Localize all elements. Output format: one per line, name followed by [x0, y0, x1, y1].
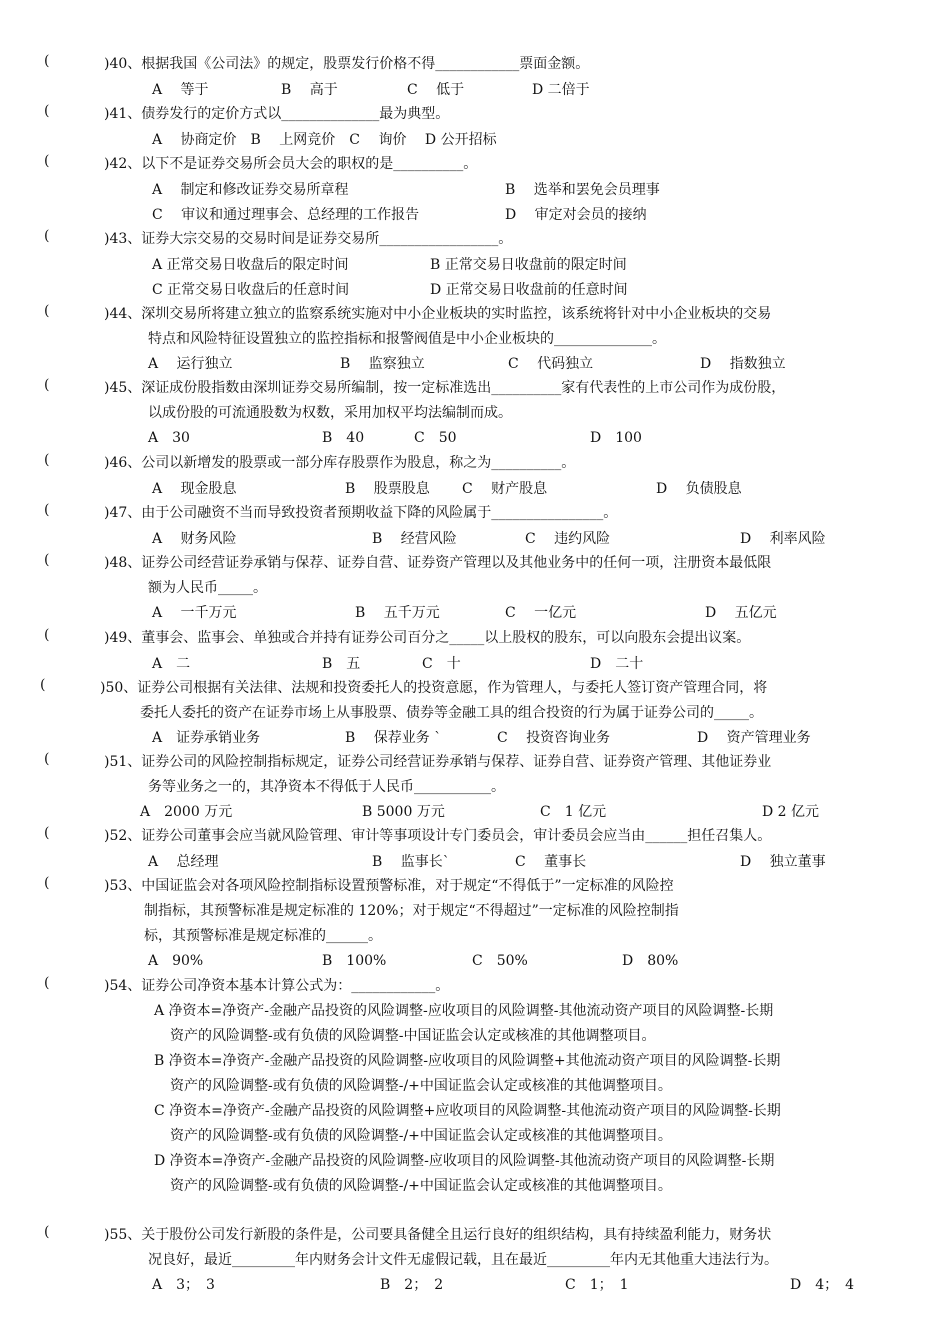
option-a: A 一千万元 — [152, 605, 237, 621]
option-d: D 指数独立 — [700, 356, 786, 372]
question-stem: )42、以下不是证券交易所会员大会的职权的是__________。 — [104, 156, 478, 172]
option-d: D 独立董事 — [740, 854, 826, 870]
option-line: A 协商定价 B 上网竞价 C 询价 D 公开招标 — [152, 132, 497, 148]
answer-paren: ( — [44, 377, 50, 393]
option-b: B 选举和罢免会员理事 — [505, 182, 660, 198]
option-a: A 90% — [148, 953, 204, 969]
question-stem: )47、由于公司融资不当而导致投资者预期收益下降的风险属于________________。 — [104, 505, 618, 521]
option-b: B 经营风险 — [372, 531, 457, 547]
option-b: B 五 — [322, 656, 361, 672]
answer-paren: ( — [44, 751, 50, 767]
answer-paren: ( — [44, 552, 50, 568]
answer-paren: ( — [44, 1224, 50, 1240]
option-b: B 净资本=净资产-金融产品投资的风险调整-应收项目的风险调整+其他流动资产项目的风险调整-长期 — [154, 1053, 781, 1069]
question-stem: )43、证券大宗交易的交易时间是证券交易所_________________。 — [104, 231, 513, 247]
question-stem-continued: 特点和风险特征设置独立的监控指标和报警阀值是中小企业板块的______________。 — [148, 331, 666, 347]
option-b: B 监察独立 — [340, 356, 425, 372]
answer-paren: ( — [44, 502, 50, 518]
question-stem: )40、根据我国《公司法》的规定，股票发行价格不得____________票面金额。 — [104, 56, 590, 72]
option-b: B 五千万元 — [355, 605, 440, 621]
option-c: C 低于 — [407, 82, 465, 98]
question-stem: )54、证券公司净资本基本计算公式为：____________。 — [104, 978, 450, 994]
option-a-continued: 资产的风险调整-或有负债的风险调整-中国证监会认定或核准的其他调整项目。 — [170, 1028, 656, 1044]
option-c: C 1 亿元 — [540, 804, 607, 820]
option-c: C 审议和通过理事会、总经理的工作报告 — [152, 207, 420, 223]
question-stem-continued: 况良好，最近_________年内财务会计文件无虚假记载，且在最近_________年内无其他重大违法行为。 — [148, 1252, 778, 1268]
question-stem: )46、公司以新增发的股票或一部分库存股票作为股息，称之为__________。 — [104, 455, 576, 471]
option-c: C 正常交易日收盘后的任意时间 — [152, 282, 350, 298]
option-a: A 财务风险 — [152, 531, 237, 547]
option-c: C 代码独立 — [508, 356, 594, 372]
answer-paren: ( — [44, 825, 50, 841]
option-d: D 80% — [622, 953, 679, 969]
option-c: C 违约风险 — [525, 531, 611, 547]
option-a: A 2000 万元 — [140, 804, 233, 820]
option-b: B 股票股息 — [345, 481, 430, 497]
option-c: C 一亿元 — [505, 605, 577, 621]
question-stem: )52、证券公司董事会应当就风险管理、审计等事项设计专门委员会，审计委员会应当由______担任召集人。 — [104, 828, 772, 844]
answer-paren: ( — [44, 53, 50, 69]
option-b: B 100% — [322, 953, 387, 969]
option-c: C 1； 1 — [565, 1277, 629, 1293]
option-a: A 净资本=净资产-金融产品投资的风险调整-应收项目的风险调整-其他流动资产项目的风险调整-长期 — [154, 1003, 774, 1019]
question-stem-continued: 委托人委托的资产在证券市场上从事股票、债券等金融工具的组合投资的行为属于证券公司的_____。 — [140, 705, 763, 721]
option-a: A 30 — [148, 430, 190, 446]
option-d: D 正常交易日收盘前的任意时间 — [430, 282, 628, 298]
option-c: C 财产股息 — [462, 481, 548, 497]
answer-paren: ( — [44, 228, 50, 244]
option-c: C 50 — [414, 430, 457, 446]
question-stem: )41、债券发行的定价方式以______________最为典型。 — [104, 106, 450, 122]
answer-paren: ( — [40, 677, 46, 693]
option-a: A 总经理 — [148, 854, 219, 870]
option-d: D 2 亿元 — [762, 804, 820, 820]
answer-paren: ( — [44, 303, 50, 319]
option-d: D 净资本=净资产-金融产品投资的风险调整-应收项目的风险调整-其他流动资产项目的风险调整-长期 — [154, 1153, 775, 1169]
option-c: C 董事长 — [515, 854, 587, 870]
answer-paren: ( — [44, 452, 50, 468]
option-c: C 十 — [422, 656, 461, 672]
option-c: C 净资本=净资产-金融产品投资的风险调整+应收项目的风险调整-其他流动资产项目的风险调整-长期 — [154, 1103, 781, 1119]
option-a: A 制定和修改证券交易所章程 — [152, 182, 349, 198]
option-d: D 二倍于 — [532, 82, 590, 98]
answer-paren: ( — [44, 627, 50, 643]
option-a: A 正常交易日收盘后的限定时间 — [152, 257, 349, 273]
option-b: B 高于 — [281, 82, 338, 98]
option-a: A 3； 3 — [152, 1277, 215, 1293]
option-d: D 二十 — [590, 656, 644, 672]
question-stem: )49、董事会、监事会、单独或合并持有证券公司百分之_____以上股权的股东，可以向股东会提出议案。 — [104, 630, 751, 646]
option-d: D 审定对会员的接纳 — [505, 207, 647, 223]
option-b-continued: 资产的风险调整-或有负债的风险调整-/+中国证监会认定或核准的其他调整项目。 — [170, 1078, 672, 1094]
option-a: A 现金股息 — [152, 481, 237, 497]
option-c: C 50% — [472, 953, 528, 969]
option-c: C 投资咨询业务 — [497, 730, 611, 746]
answer-paren: ( — [44, 153, 50, 169]
question-stem: )55、关于股份公司发行新股的条件是，公司要具备健全且运行良好的组织结构，具有持续盈利能力，财务状 — [104, 1227, 772, 1243]
question-stem: )53、中国证监会对各项风险控制指标设置预警标准，对于规定“不得低于”一定标准的风险控 — [104, 878, 674, 894]
option-a: A 运行独立 — [148, 356, 233, 372]
question-stem: )51、证券公司的风险控制指标规定，证券公司经营证券承销与保荐、证券自营、证券资产管理、其他证券业 — [104, 754, 772, 770]
question-stem: )45、深证成份股指数由深圳证券交易所编制，按一定标准选出__________家有代表性的上市公司作为成份股， — [104, 380, 786, 396]
option-d: D 资产管理业务 — [697, 730, 811, 746]
answer-paren: ( — [44, 975, 50, 991]
question-stem-continued: 制指标，其预警标准是规定标准的 120%；对于规定“不得超过”一定标准的风险控制指 — [144, 903, 679, 919]
option-d: D 五亿元 — [705, 605, 777, 621]
option-d: D 利率风险 — [740, 531, 826, 547]
option-d: D 负债股息 — [656, 481, 742, 497]
option-d: D 4； 4 — [790, 1277, 855, 1293]
question-stem-continued: 以成份股的可流通股数为权数，采用加权平均法编制而成。 — [148, 405, 512, 421]
option-d: D 100 — [590, 430, 642, 446]
question-stem-continued: 务等业务之一的，其净资本不得低于人民币___________。 — [148, 779, 505, 795]
question-stem: )44、深圳交易所将建立独立的监察系统实施对中小企业板块的实时监控，该系统将针对中小企业板块的交易 — [104, 306, 772, 322]
option-b: B 正常交易日收盘前的限定时间 — [430, 257, 627, 273]
option-b: B 5000 万元 — [362, 804, 445, 820]
question-stem-continued: 额为人民币_____。 — [148, 580, 267, 596]
answer-paren: ( — [44, 103, 50, 119]
question-stem-continued: 标，其预警标准是规定标准的______。 — [144, 928, 382, 944]
answer-paren: ( — [44, 875, 50, 891]
option-b: B 2； 2 — [380, 1277, 444, 1293]
option-a: A 等于 — [152, 82, 209, 98]
option-b: B 保荐业务 ` — [345, 730, 442, 746]
question-stem: )50、证券公司根据有关法律、法规和投资委托人的投资意愿，作为管理人，与委托人签订资产管理合同，将 — [100, 680, 768, 696]
option-a: A 二 — [152, 656, 191, 672]
option-c-continued: 资产的风险调整-或有负债的风险调整-/+中国证监会认定或核准的其他调整项目。 — [170, 1128, 672, 1144]
option-b: B 监事长` — [372, 854, 450, 870]
option-b: B 40 — [322, 430, 365, 446]
question-stem: )48、证券公司经营证券承销与保荐、证券自营、证券资产管理以及其他业务中的任何一项，注册资本最低限 — [104, 555, 772, 571]
option-d-continued: 资产的风险调整-或有负债的风险调整-/+中国证监会认定或核准的其他调整项目。 — [170, 1178, 672, 1194]
option-a: A 证券承销业务 — [152, 730, 261, 746]
